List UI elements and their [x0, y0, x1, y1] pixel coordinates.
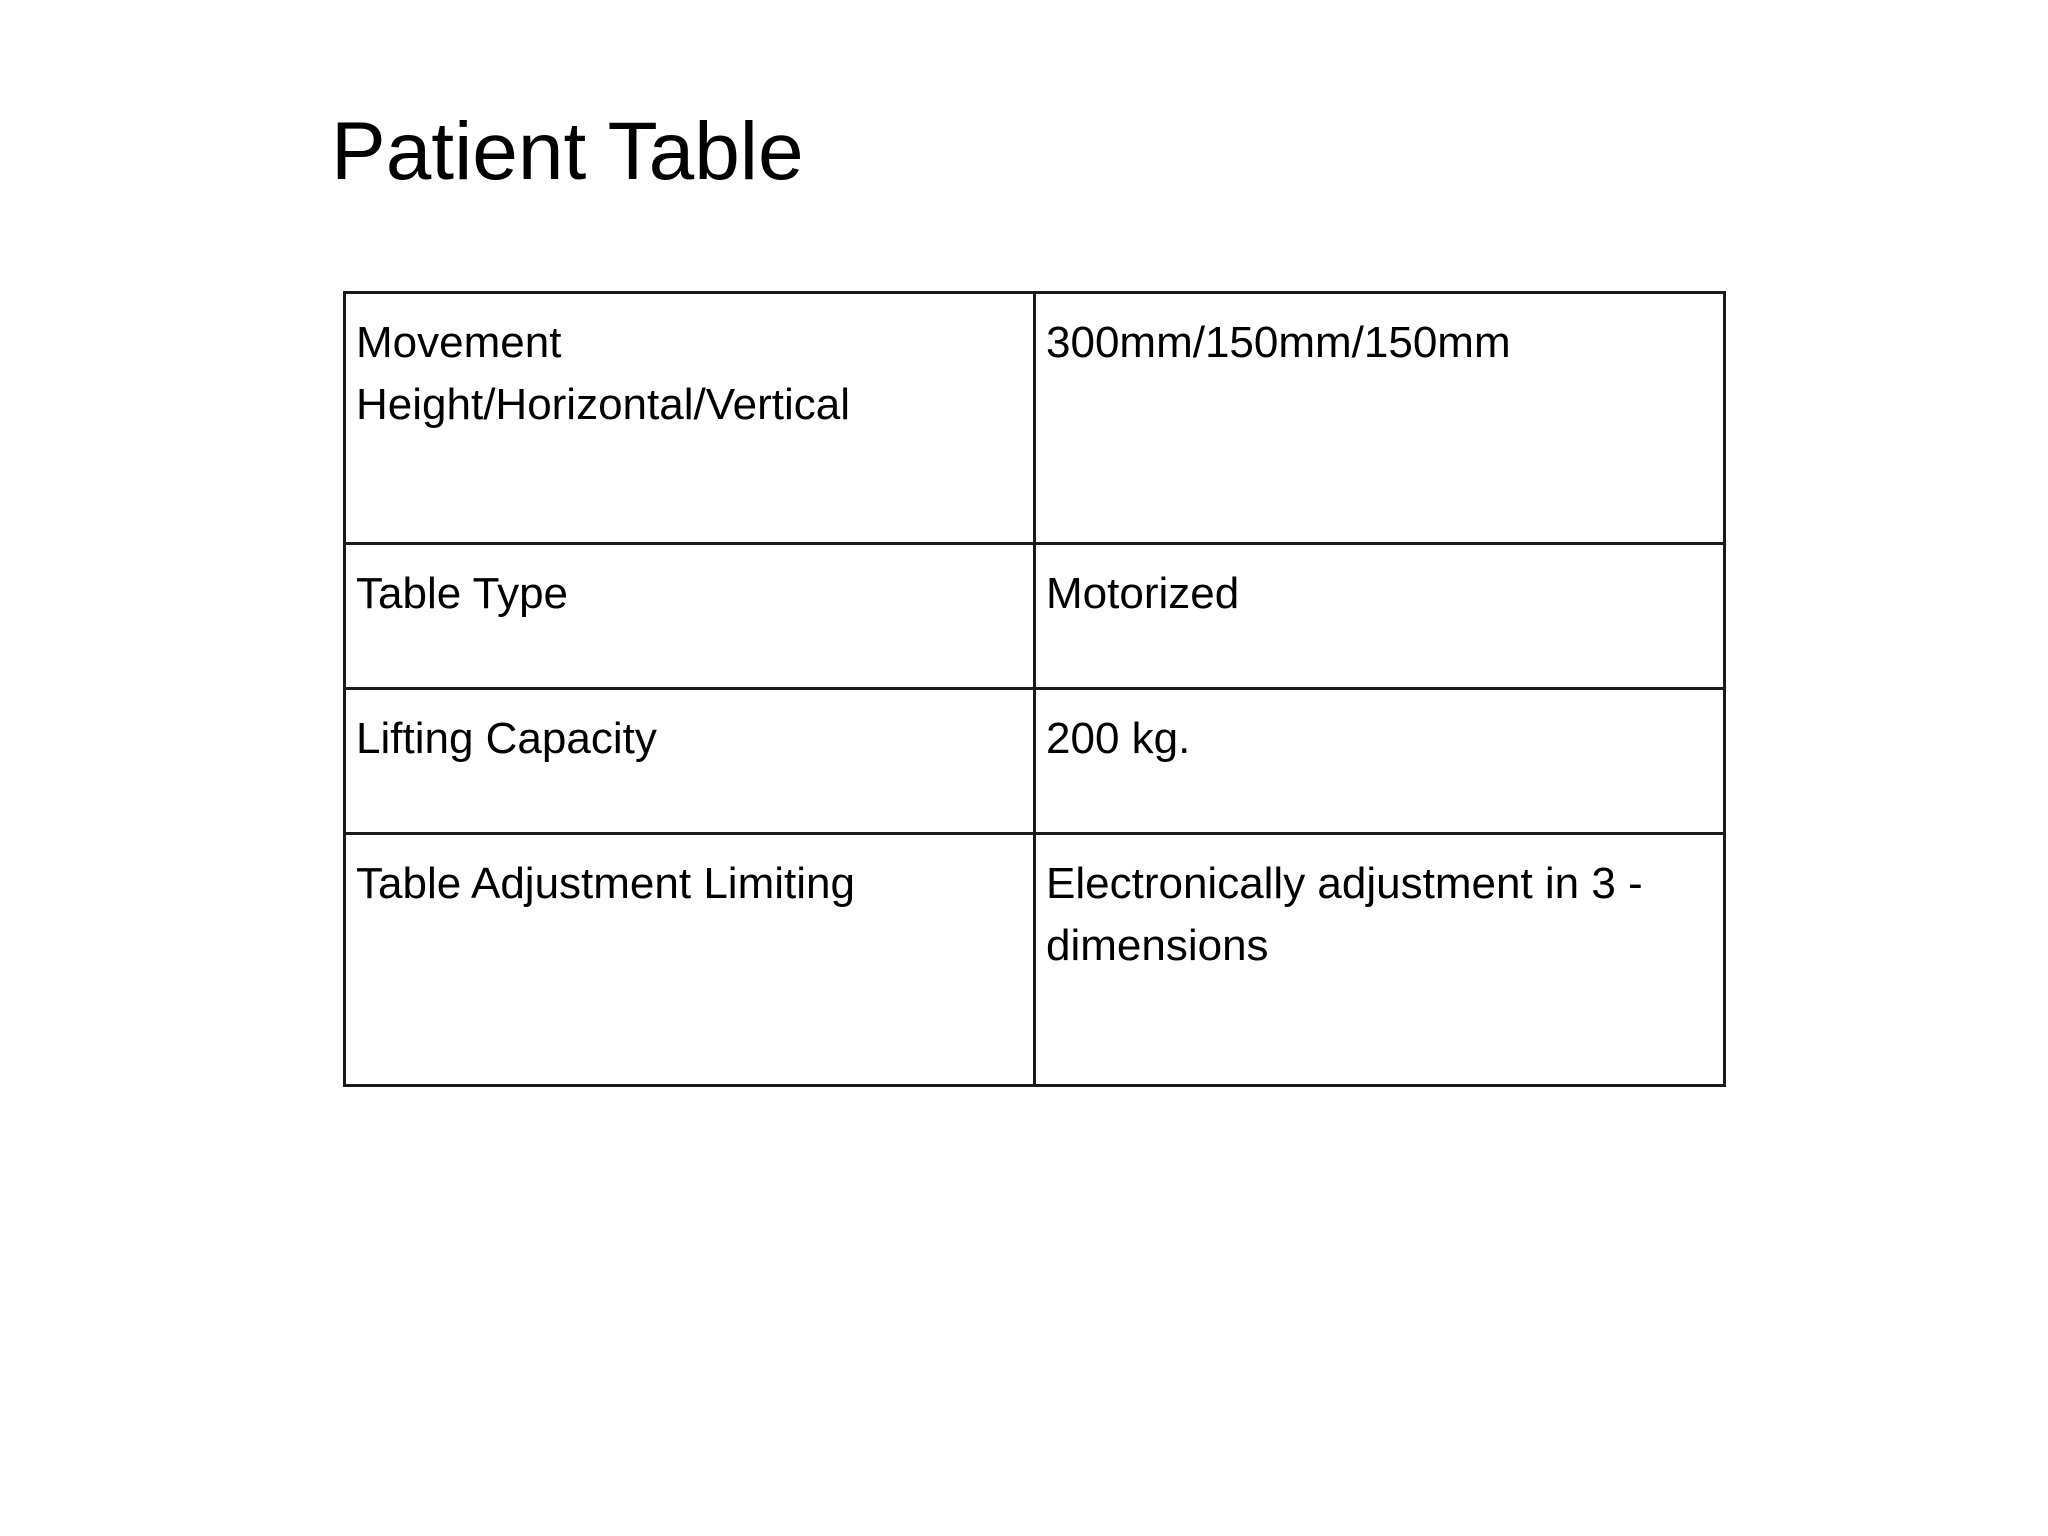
spec-table [343, 291, 1726, 1087]
slide-title: Patient Table [331, 106, 804, 197]
table-row [345, 689, 1725, 834]
spec-label [345, 293, 1035, 544]
table-row [345, 293, 1725, 544]
spec-label: Table Adjustment Limiting [345, 834, 1035, 1086]
spec-label-text: Movement Height/Horizontal/Vertical [356, 318, 851, 429]
spec-label: Lifting Capacity [345, 689, 1035, 834]
spec-label: Table Type [345, 544, 1035, 689]
spec-value: Electronically adjustment in 3 -dimensions [1035, 834, 1725, 1086]
spec-value: Motorized [1035, 544, 1725, 689]
spec-value: 200 kg. [1035, 689, 1725, 834]
table-row [345, 544, 1725, 689]
spec-value: 300mm/150mm/150mm [1035, 293, 1725, 544]
table-row [345, 834, 1725, 1086]
